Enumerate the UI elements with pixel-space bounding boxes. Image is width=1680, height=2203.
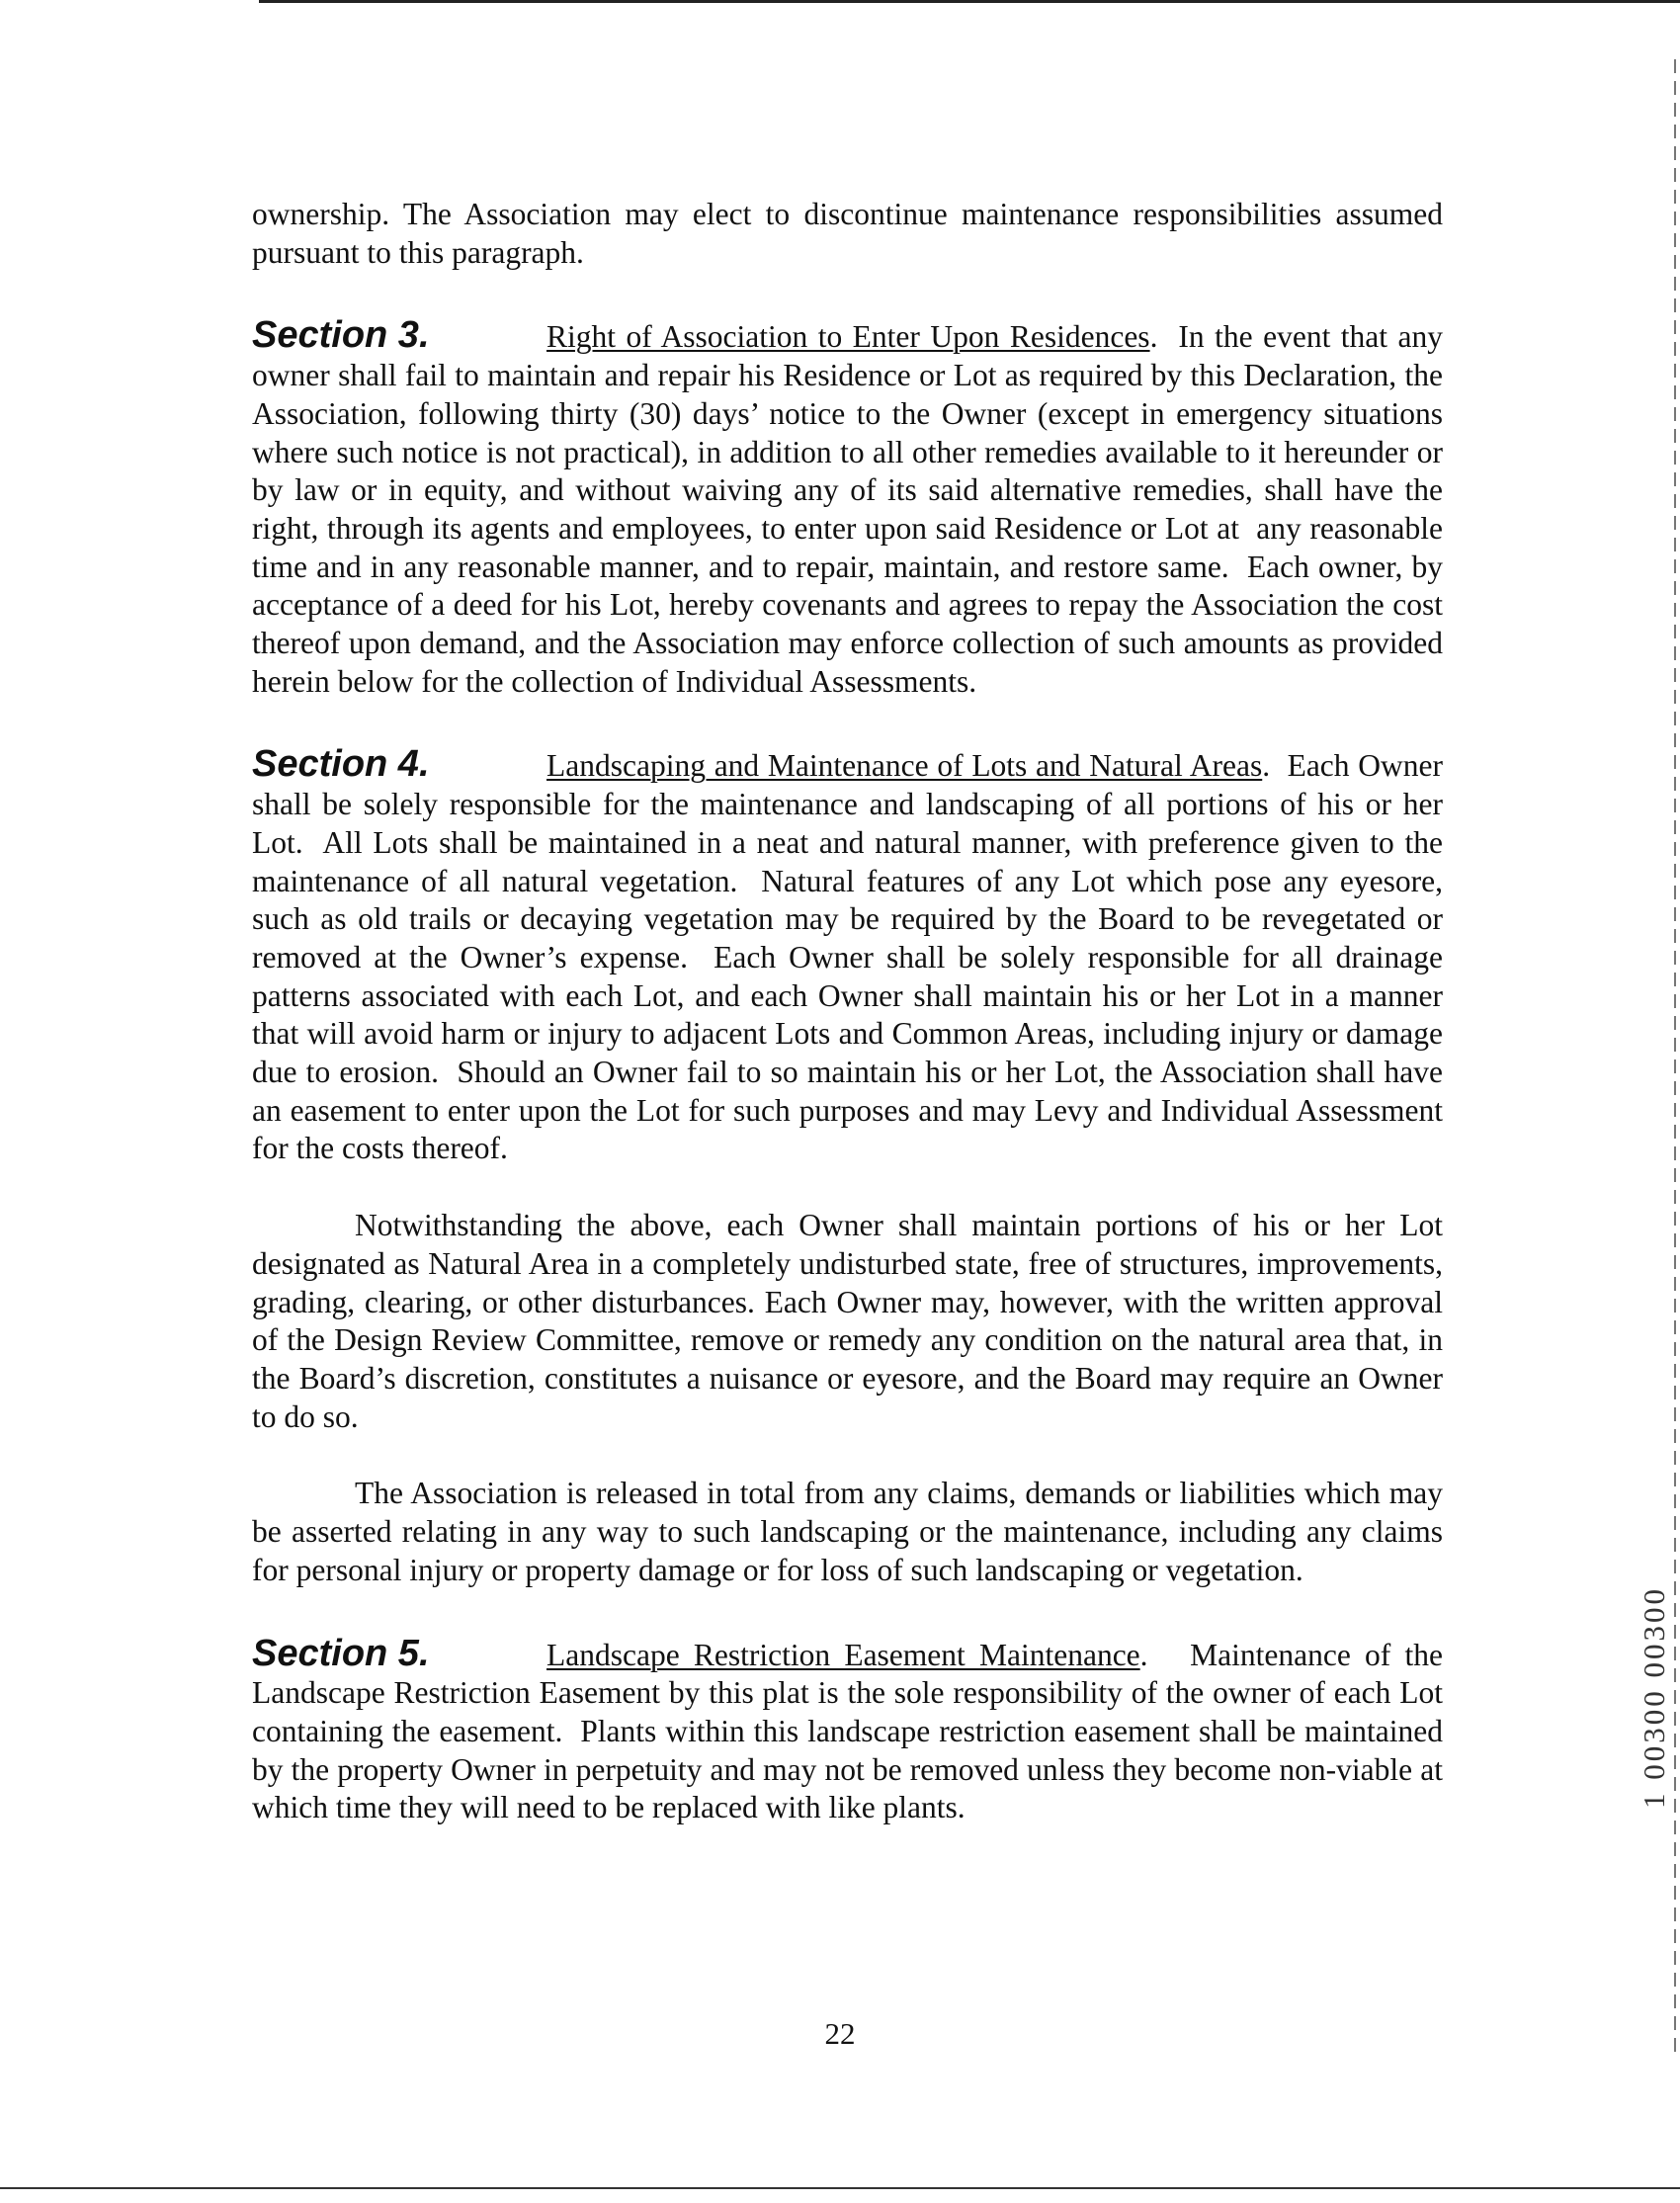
section-title-punct: .	[1262, 748, 1271, 784]
paragraph-text: Notwithstanding the above, each Owner shall maintain portions of his or her Lot designated as Natural Area in a completely undisturbed state, free of structures, improvements, grading, clearing, or other disturbances. Each Owner may, however, with the written approval of the Design Review Committee, remove or remedy any condition on the natural area that, in the Board’s discretion, constitutes a nuisance or eyesore, and the Board may require an Owner to do so.	[252, 1208, 1443, 1434]
section-label: Section 4.	[252, 743, 430, 786]
section-label: Section 5.	[252, 1632, 430, 1674]
page-number: 22	[824, 2016, 856, 2051]
section-title: Right of Association to Enter Upon Residences	[546, 319, 1150, 355]
paragraph-ownership	[252, 196, 1443, 272]
document-page	[252, 196, 1451, 1827]
paragraph-natural-area	[252, 1207, 1443, 1436]
section-title-punct: .	[1149, 319, 1158, 355]
section-5	[252, 1632, 1451, 1828]
paragraph-text: The Association is released in total from any claims, demands or liabilities which may be asserted relating in any way to such landscaping or the maintenance, including any claims for personal injury or property damage or for loss of such landscaping or vegetation.	[252, 1476, 1443, 1587]
right-scan-border	[1674, 59, 1676, 2056]
section-title: Landscaping and Maintenance of Lots and Natural Areas	[546, 748, 1263, 784]
section-label: Section 3.	[252, 314, 430, 357]
margin-stamp: 1 00300 00300	[1637, 1586, 1671, 1809]
section-3	[252, 314, 1451, 701]
section-text: Maintenance of the Landscape Restriction Easement by this plat is the sole responsibility of the owner of each Lot containing the easement. Plants within this landscape restriction easement shall be maintained by the property Owner in perpetuity and may not be removed unless they become non-viable at which time they will need to be replaced with like plants.	[252, 1637, 1451, 1825]
bottom-scan-border	[0, 2187, 1680, 2189]
section-4	[252, 743, 1451, 1168]
section-title: Landscape Restriction Easement Maintenance	[546, 1637, 1140, 1672]
paragraph-release	[252, 1475, 1443, 1589]
section-text: In the event that any owner shall fail to maintain and repair his Residence or Lot as required by this Declaration, the Association, following thirty (30) days’ notice to the Owner (except in emergency situations where such notice is not practical), in addition to all other remedies available to it hereunder or by law or in equity, and without waiving any of its said alternative remedies, shall have the right, through its agents and employees, to enter upon said Residence or Lot at any reasonable time and in any reasonable manner, and to repair, maintain, and restore same. Each owner, by acceptance of a deed for his Lot, hereby covenants and agrees to repay the Association the cost thereof upon demand, and the Association may enforce collection of such amounts as provided herein below for the collection of Individual Assessments.	[252, 319, 1451, 699]
paragraph-text: ownership. The Association may elect to discontinue maintenance responsibilities assumed pursuant to this paragraph.	[252, 197, 1443, 270]
top-scan-border	[259, 0, 1680, 3]
section-title-punct: .	[1139, 1637, 1148, 1672]
section-text: Each Owner shall be solely responsible for the maintenance and landscaping of all portions of his or her Lot. All Lots shall be maintained in a neat and natural manner, with preference given to the maintenance of all natural vegetation. Natural features of any Lot which pose any eyesore, such as old trails or decaying vegetation may be required by the Board to be revegetated or removed at the Owner’s expense. Each Owner shall be solely responsible for all drainage patterns associated with each Lot, and each Owner shall maintain his or her Lot in a manner that will avoid harm or injury to adjacent Lots and Common Areas, including injury or damage due to erosion. Should an Owner fail to so maintain his or her Lot, the Association shall have an easement to enter upon the Lot for such purposes and may Levy and Individual Assessment for the costs thereof.	[252, 748, 1451, 1166]
